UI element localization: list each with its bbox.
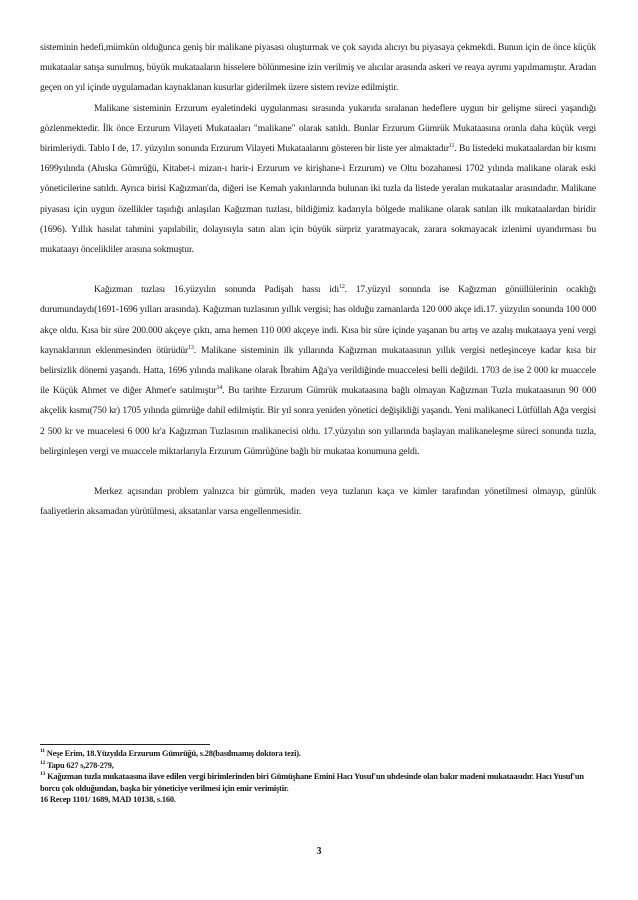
footnote-text: Tapu 627 s,278-279, [46,760,114,770]
paragraph-3-tail-2: . Malikane sisteminin ilk yıllarında Kağızman mukataasının yıllık vergisi netleşinceye kadar kısa bir belirsizlik dönemi yaşandı. Hatta, 1696 yılında malikane olarak İbrahim Ağa'ya verildiğinde muaccelesi belli değildi. 1703 de ise 2 000 kr muaccele ile Küçük Ahmet ve diğer Ahmet'e satılmıştır [40,344,596,397]
paragraph-2-tail: . Bu listedeki mukataalardan bir kısmı 1699yılında (Ahıska Gümrüğü, Kitabet-i mizan-ı harir-i Erzurum ve kirişhane-i Erzurum) ve Oltu bozahanesi 1702 yılında malikane olarak eski yöneticilerine satıldı. Ayrıca birisi Kağızman'da, diğeri ise Kemah yakınlarında bulunan iki tuzla da listede yeralan mukataalar arasındadır. Malikane piyasası için uygun özellikler taşıdığı anlaşılan Kağızman tuzlası, bildiğimiz kadarıyla bölgede malikane olarak satılan ilk mukataalardan biridir (1696). Yıllık hasılat tahmini yapılabilir, dolayısıyla satın alan için büyük sürpriz yaratmayacak, zarara sokmayacak izlenimi uyandırması bu mukataayı öncelikliler arasına sokmuştur. [40,143,596,256]
paragraph-2-text: Malikane sisteminin Erzurum eyaletindeki uygulanması sırasında yukarıda sıralanan hedeflere uygun bir gelişme süreci yaşandığı gözlenmektedir. İlk önce Erzurum Vilayeti Mukataaları "malikane" olarak satıldı. Bunlar Erzurum Gümrük Mukataasına oranla daha küçük vergi birimleriydi. Tablo I de, 17. yüzyılın sonunda Erzurum Vilayeti Mukataalarını gösteren bir liste yer almaktadır [40,102,596,155]
paragraph-3-text: Kağızman tuzlası 16.yüzyılın sonunda Padişah hassı idi [94,284,339,296]
paragraph-1-text: sisteminin hedefi,mümkün olduğunca geniş bir malikane piyasası oluşturmak ve çok sayıda alıcıyı bu piyasaya çekmekdi. Bunun için de önce küçük mukataalar satışa sunulmuş, büyük mukataaların hisselere bölünmesine izin verilmiş ve alıcılar arasında askeri ve reaya ayrımı yapılmamıştır. Aradan geçen on yıl içinde uygulamadan kaynaklanan kusurlar giderilmek üzere sistem revize edilmiştir. [40,42,596,94]
footnote-number: 12 [40,759,46,766]
footnote-14 [40,794,596,806]
paragraph-4 [40,482,596,522]
footnote-divider [40,744,210,745]
paragraph-2 [40,99,596,261]
footnote-ref-14[interactable]: 14 [216,385,223,392]
footnote-ref-11[interactable]: 11 [448,142,455,149]
footnote-12 [40,760,596,772]
paragraph-3 [40,280,596,462]
footnote-text: Neşe Erim, 18.Yüzyılda Erzurum Gümrüğü, s.28(basılmamış doktora tezi). [46,749,301,758]
paragraph-4-text: Merkez açısından problem yalnızca bir gümrük, maden veya tuzlanın kaça ve kimler tarafından yönetilmesi olmayıp, günlük faaliyetlerin aksamadan yürütülmesi, aksatanlar varsa engellenmesidir. [40,486,596,518]
footnote-text: Kağızman tuzla mukataasına ilave edilen vergi birimlerinden biri Gümüşhane Emini Hacı Yusuf'un uhdesinde olan bakır madeni mukataasıdır. Hacı Yusuf'un borcu çok olduğundan, başka bir yöneticiye verilmesi için emir verimiştir. [40,772,584,793]
footnote-number: 11 [40,748,45,755]
footnote-text: 16 Recep 1101/ 1689, MAD 10138, s.160. [40,795,176,805]
footnote-ref-13[interactable]: 13 [188,344,194,351]
footnote-11 [40,748,596,760]
paragraph-3-tail: . 17.yüzyıl sonunda ise Kağızman gönüllülerinin ocaklığı durumundaydı(1691-1696 yılları arasında). Kağızman tuzlasının yıllık vergisi; has olduğu zamanlarda 120 000 akçe idi.17. yüzyılın sonunda 100 000 akçe oldu. Kısa bir süre 200.000 akçeye çıktı, ama hemen 110 000 akçeye indi. Kısa bir süre içinde yaşanan bu artış ve azalış mukataaya yeni vergi kaynaklarının eklenmesinden ötürüdür [40,284,596,356]
body-text [40,38,596,522]
paragraph-3-tail-3: . Bu tarihte Erzurum Gümrük mukataasına bağlı olmayan Kağızman Tuzla mukataasının 90 000 akçelik kısmı(750 kr) 1705 yılında gümrüğe dahil edilmiştir. Bir yıl sonra yeniden yönetici değişikliği yaşandı. Yeni malikaneci Lütfüllah Ağa vergisi 2 500 kr ve muacelesi 6 000 kr'a Kağızman Tuzlasının malikanecisi oldu. 17.yüzyılın son yıllarında başlayan malikaneleşme süreci sonunda tuzla, belirginleşen vergi ve muaccele miktarlarıyla Erzurum Gümrüğüne bağlı bir mukataa konumuna geldi. [40,385,597,457]
paragraph-1 [40,38,596,99]
footnote-number: 13 [40,771,46,778]
footnote-13 [40,771,596,794]
footnote-ref-12[interactable]: 12 [338,284,345,291]
page-number: 3 [316,846,322,857]
footnotes [40,748,596,806]
